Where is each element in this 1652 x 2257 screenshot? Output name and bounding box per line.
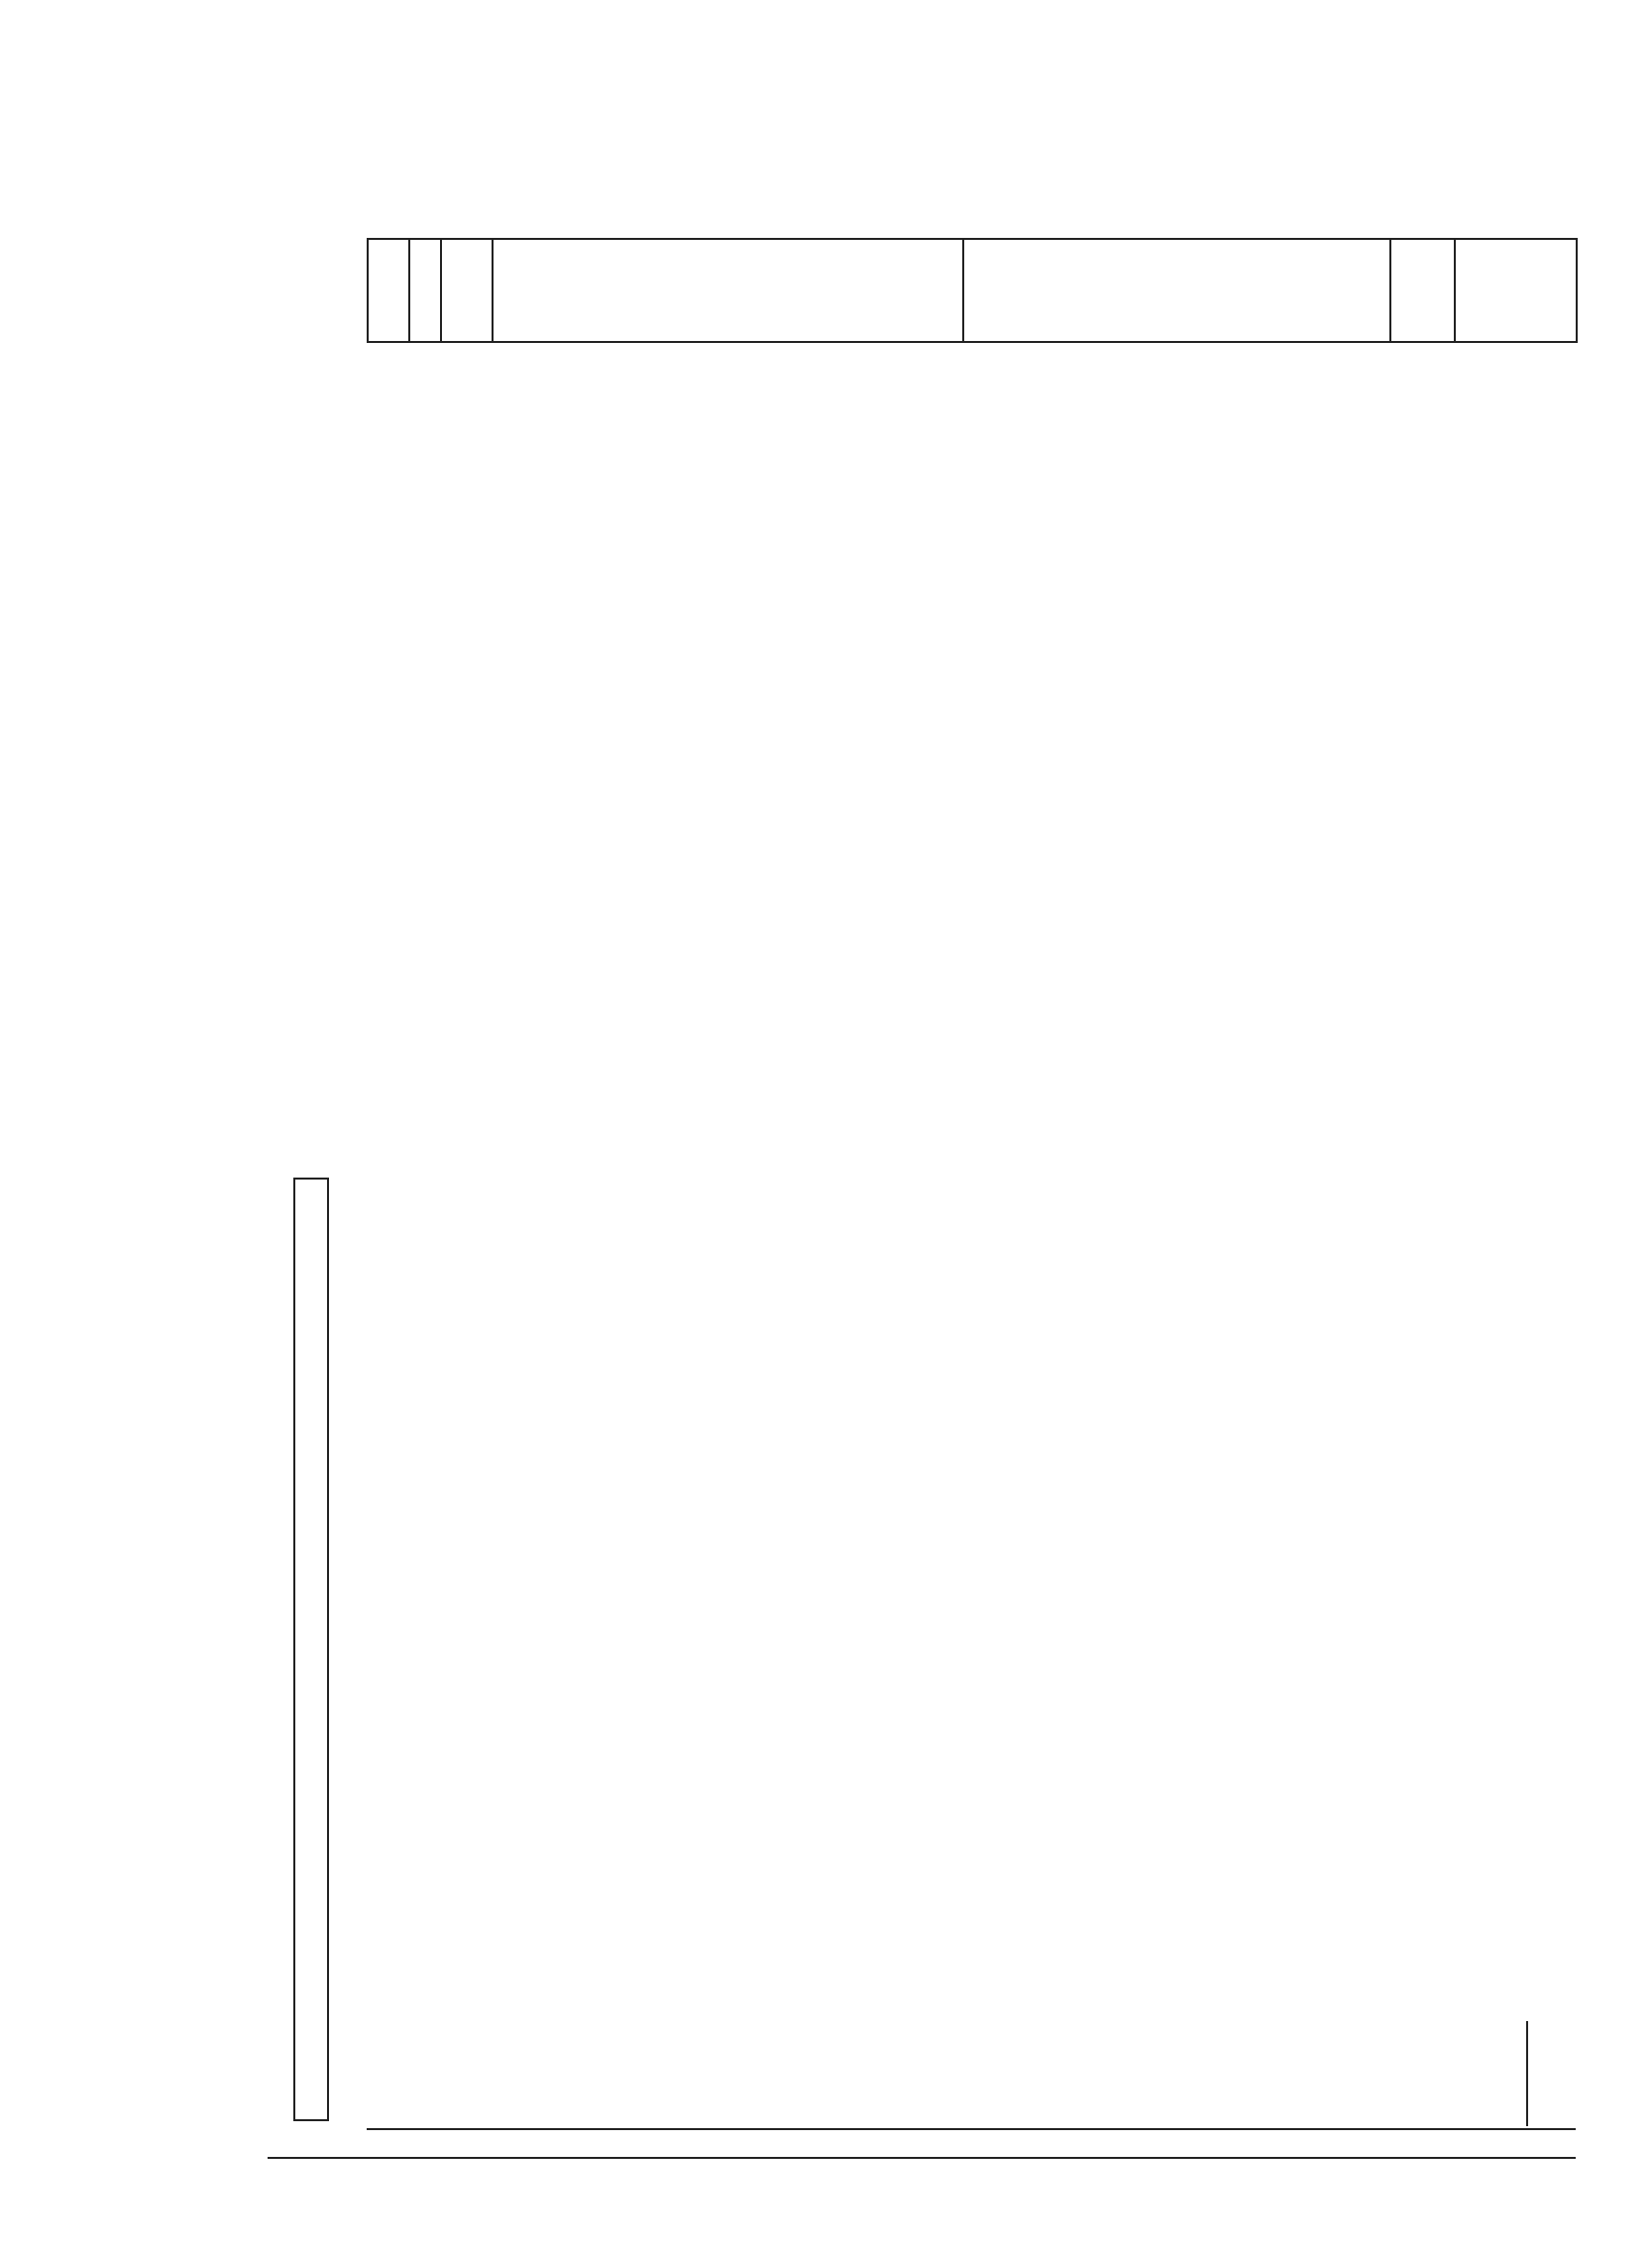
side-stamp-strip [293, 1178, 329, 2121]
sheet-box [1526, 2021, 1578, 2126]
header-designation [493, 239, 963, 342]
specification-table [367, 238, 1578, 343]
header-name [963, 239, 1390, 342]
bottom-rule [268, 2157, 1576, 2159]
table-header-row [368, 239, 1577, 342]
header-format [368, 239, 409, 342]
header-pos [441, 239, 493, 342]
header-qty [1390, 239, 1455, 342]
series-label [436, 396, 496, 1209]
header-zone [409, 239, 441, 342]
title-block [367, 2067, 1576, 2130]
header-note [1455, 239, 1577, 342]
